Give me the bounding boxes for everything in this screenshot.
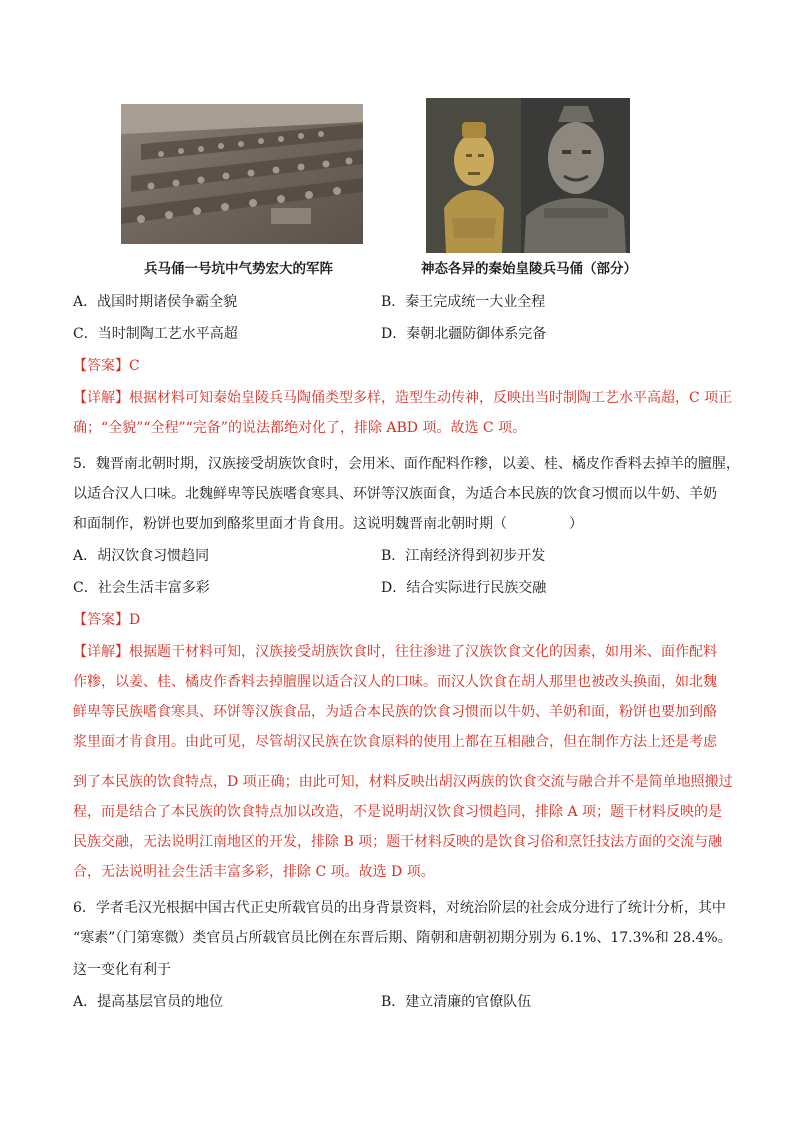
q4-option-c: C．当时制陶工艺水平高超 <box>73 326 238 342</box>
terracotta-army-pit-photo <box>121 104 363 244</box>
q6-stem-line: 这一变化有利于 <box>73 962 171 978</box>
q5-explain-line: 到了本民族的饮食特点，D 项正确；由此可知，材料反映出胡汉两族的饮食交流与融合并不是简单地照搬过 <box>73 774 733 790</box>
q5-explain-line: 作糁，以姜、桂、橘皮作香料去掉膻腥以适合汉人的口味。而汉人饮食在胡人那里也被改头换面，如北魏 <box>73 674 717 690</box>
figure-caption-left: 兵马俑一号坑中气势宏大的军阵 <box>144 261 333 277</box>
q5-option-b: B．江南经济得到初步开发 <box>381 548 546 564</box>
q4-option-b: B．秦王完成统一大业全程 <box>381 294 546 310</box>
q5-option-a: A．胡汉饮食习惯趋同 <box>73 548 210 564</box>
q5-stem-bracket-close: ） <box>569 516 583 532</box>
q4-explain-line: 确；“全貌”“全程”“完备”的说法都绝对化了，排除 ABD 项。故选 C 项。 <box>73 420 527 436</box>
q4-explain-line: 【详解】根据材料可知秦始皇陵兵马陶俑类型多样，造型生动传神，反映出当时制陶工艺水平高超，C 项正 <box>73 390 733 406</box>
q5-option-d: D．结合实际进行民族交融 <box>381 580 547 596</box>
q6-option-b: B．建立清廉的官僚队伍 <box>381 994 532 1010</box>
q5-explain-line: 民族交融，无法说明江南地区的开发，排除 B 项；题干材料反映的是饮食习俗和烹饪技法方面的交流与融 <box>73 834 723 850</box>
q5-answer: 【答案】D <box>73 612 141 628</box>
q6-option-a: A．提高基层官员的地位 <box>73 994 224 1010</box>
q5-explain-line: 鲜卑等民族嗜食寒具、环饼等汉族食品，为适合本民族的饮食习惯而以牛奶、羊奶和面，粉饼也要加到酪 <box>73 704 717 720</box>
figure-caption-right: 神态各异的秦始皇陵兵马俑（部分） <box>421 261 637 277</box>
q5-stem-line: 5．魏晋南北朝时期，汉族接受胡族饮食时，会用米、面作配料作糁，以姜、桂、橘皮作香料去掉羊的膻腥， <box>73 456 740 472</box>
q6-stem-line: “寒素”（门第寒微）类官员占所载官员比例在东晋后期、隋朝和唐朝初期分别为 6.1%、17.3%和 28.4%。 <box>73 930 732 946</box>
q5-explain-line: 合，无法说明社会生活丰富多彩，排除 C 项。故选 D 项。 <box>73 864 435 880</box>
q5-explain-line: 程，而是结合了本民族的饮食特点加以改造，不是说明胡汉饮食习惯趋同，排除 A 项；题干材料反映的是 <box>73 804 723 820</box>
q5-stem-line <box>73 516 583 532</box>
q5-option-c: C．社会生活丰富多彩 <box>73 580 210 596</box>
terracotta-warriors-photo <box>426 98 630 253</box>
q5-explain-line: 浆里面才肯食用。由此可见，尽管胡汉民族在饮食原料的使用上都在互相融合，但在制作方法上还是考虑 <box>73 734 717 750</box>
q5-stem-text: 和面制作，粉饼也要加到酪浆里面才肯食用。这说明魏晋南北朝时期（ <box>73 516 507 532</box>
q5-explain-line: 【详解】根据题干材料可知，汉族接受胡族饮食时，往往渗进了汉族饮食文化的因素，如用米、面作配料 <box>73 644 717 660</box>
q5-stem-line: 以适合汉人口味。北魏鲜卑等民族嗜食寒具、环饼等汉族面食，为适合本民族的饮食习惯而以牛奶、羊奶 <box>73 486 717 502</box>
q4-option-a: A．战国时期诸侯争霸全貌 <box>73 294 238 310</box>
q6-stem-line: 6．学者毛汉光根据中国古代正史所载官员的出身背景资料，对统治阶层的社会成分进行了统计分析，其中 <box>73 900 726 916</box>
q4-answer: 【答案】C <box>73 358 140 374</box>
q4-option-d: D．秦朝北疆防御体系完备 <box>381 326 547 342</box>
